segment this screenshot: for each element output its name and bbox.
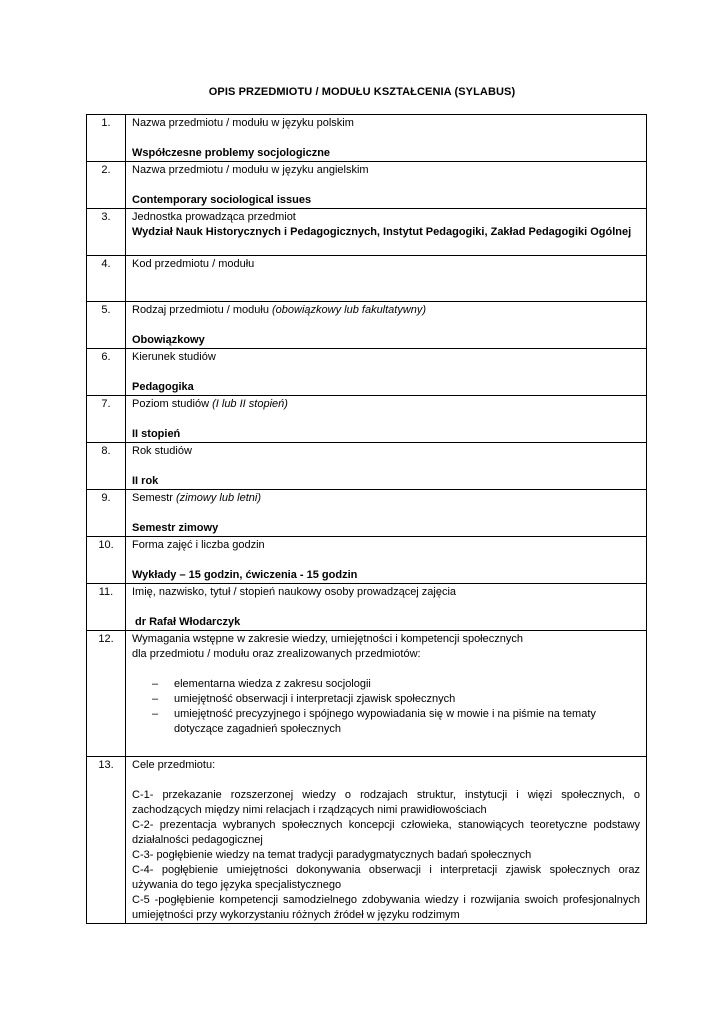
table-row: [87, 162, 647, 209]
row-number: 12.: [87, 631, 126, 757]
row-number: 7.: [87, 396, 126, 443]
row-number: 8.: [87, 443, 126, 490]
row-value: Współczesne problemy socjologiczne: [132, 147, 331, 159]
goal-item: C-4- pogłębienie umiejętności dokonywania obserwacji i interpretacji zjawisk społecznych oraz używania do tego języka specjalistycznego: [132, 864, 640, 891]
row-number: 11.: [87, 584, 126, 631]
row-number: 10.: [87, 537, 126, 584]
table-row: [87, 631, 647, 757]
list-item: – umiejętność obserwacji i interpretacji zjawisk społecznych: [132, 692, 640, 707]
table-row: [87, 302, 647, 349]
row-content: [126, 631, 647, 757]
table-row: [87, 256, 647, 302]
row-label: Imię, nazwisko, tytuł / stopień naukowy osoby prowadzącej zajęcia: [132, 586, 457, 598]
row-label: Rok studiów: [132, 445, 192, 457]
goal-item: C-3- pogłębienie wiedzy na temat tradycji paradygmatycznych badań społecznych: [132, 849, 532, 861]
row-number: 5.: [87, 302, 126, 349]
row-label: Nazwa przedmiotu / modułu w języku polskim: [132, 117, 354, 129]
table-row: [87, 349, 647, 396]
row-label: Wymagania wstępne w zakresie wiedzy, umiejętności i kompetencji społecznych: [132, 633, 523, 645]
row-hint: (I lub II stopień): [212, 398, 288, 410]
table-row: [87, 490, 647, 537]
row-label: Cele przedmiotu:: [132, 759, 216, 771]
row-number: 1.: [87, 115, 126, 162]
row-number: 3.: [87, 209, 126, 256]
row-value: Contemporary sociological issues: [132, 194, 312, 206]
row-number: 2.: [87, 162, 126, 209]
row-hint: (zimowy lub letni): [176, 492, 261, 504]
row-value: Wykłady – 15 godzin, ćwiczenia - 15 godzin: [132, 569, 358, 581]
goal-item: C-1- przekazanie rozszerzonej wiedzy o rodzajach struktur, instytucji i więzi społecznych, o zachodzących między nimi relacjach i rządzących nimi prawidłowościach: [132, 789, 640, 816]
row-label: Kierunek studiów: [132, 351, 216, 363]
row-content: [126, 209, 647, 256]
row-label: Rodzaj przedmiotu / modułu (obowiązkowy lub fakultatywny): [132, 304, 427, 316]
table-row: [87, 443, 647, 490]
row-value: Obowiązkowy: [132, 334, 205, 346]
row-content: [126, 490, 647, 537]
row-number: 4.: [87, 256, 126, 302]
row-content: [126, 584, 647, 631]
row-content: [126, 162, 647, 209]
row-content: [126, 443, 647, 490]
row-value: II stopień: [132, 428, 181, 440]
row-label: dla przedmiotu / modułu oraz zrealizowanych przedmiotów:: [132, 648, 421, 660]
list-item: – elementarna wiedza z zakresu socjologii: [132, 677, 640, 692]
row-label: Jednostka prowadząca przedmiot: [132, 211, 296, 223]
row-label: Semestr (zimowy lub letni): [132, 492, 261, 504]
row-value: dr Rafał Włodarczyk: [132, 616, 241, 628]
row-content: [126, 302, 647, 349]
row-label: Nazwa przedmiotu / modułu w języku angielskim: [132, 164, 369, 176]
syllabus-table: [86, 114, 647, 924]
row-value: Pedagogika: [132, 381, 194, 393]
goal-item: C-2- prezentacja wybranych społecznych koncepcji człowieka, stanowiących teoretyczne podstawy działalności pedagogicznej: [132, 819, 640, 846]
row-number: 9.: [87, 490, 126, 537]
row-value: II rok: [132, 475, 159, 487]
table-row: [87, 757, 647, 924]
row-number: 13.: [87, 757, 126, 924]
row-content: [126, 256, 647, 302]
table-row: [87, 584, 647, 631]
row-hint: (obowiązkowy lub fakultatywny): [272, 304, 427, 316]
list-item: – umiejętność precyzyjnego i spójnego wypowiadania się w mowie i na piśmie na tematy dotyczące zagadnień społecznych: [132, 707, 640, 737]
goal-item: C-5 -pogłębienie kompetencji samodzielnego zdobywania wiedzy i rozwijania swoich profesjonalnych umiejętności przy wykorzystaniu różnych źródeł w języku rodzimym: [132, 894, 640, 921]
row-value: Wydział Nauk Historycznych i Pedagogicznych, Instytut Pedagogiki, Zakład Pedagogiki Ogólnej: [132, 226, 632, 238]
row-value: Semestr zimowy: [132, 522, 219, 534]
row-label: Forma zajęć i liczba godzin: [132, 539, 265, 551]
table-row: [87, 209, 647, 256]
row-content: [126, 115, 647, 162]
table-row: [87, 115, 647, 162]
table-row: [87, 537, 647, 584]
table-row: [87, 396, 647, 443]
row-label: Kod przedmiotu / modułu: [132, 258, 255, 270]
row-content: [126, 349, 647, 396]
document-title: OPIS PRZEDMIOTU / MODUŁU KSZTAŁCENIA (SYLABUS): [208, 86, 516, 98]
row-number: 6.: [87, 349, 126, 396]
row-content: [126, 757, 647, 924]
row-content: [126, 396, 647, 443]
row-content: [126, 537, 647, 584]
requirements-list: [132, 677, 640, 737]
row-label: Poziom studiów (I lub II stopień): [132, 398, 288, 410]
